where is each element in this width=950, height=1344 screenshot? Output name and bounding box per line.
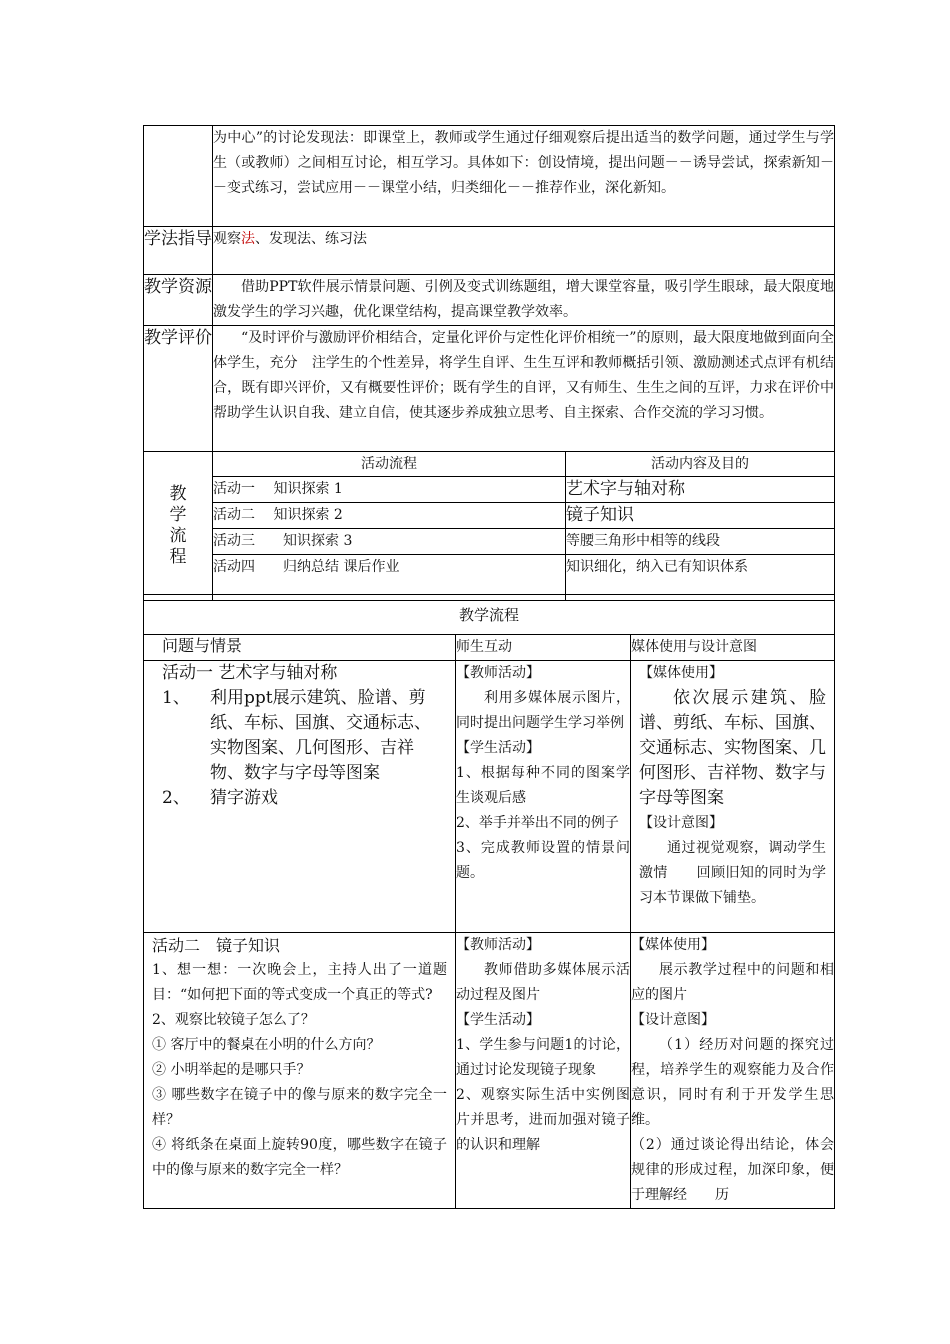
flow-content: 镜子知识 — [566, 503, 835, 529]
design-intent-tag: 【设计意图】 — [639, 815, 723, 831]
student-activity-tag: 【学生活动】 — [456, 740, 540, 756]
resources-label: 教学资源 — [144, 275, 213, 326]
flow-label: 教学流程 — [144, 452, 213, 601]
media-use-tag: 【媒体使用】 — [631, 937, 715, 953]
activity1-interaction: 【教师活动】 利用多媒体展示图片，同时提出问题学生学习举例 【学生活动】 1、根据每种不同的图案学生谈观后感 2、举手并举出不同的例子 3、完成教师设置的情景问题。 — [456, 661, 631, 933]
study-guide-text: 观察法、发现法、练习法 — [213, 227, 835, 275]
flow-col-steps: 活动流程 — [213, 452, 566, 477]
header-interaction: 师生互动 — [456, 635, 631, 661]
info-table — [143, 125, 835, 601]
flow-content: 艺术字与轴对称 — [566, 477, 835, 503]
activity1-media: 【媒体使用】 依次展示建筑、脸谱、剪纸、车标、国旗、交通标志、实物图案、几何图形、吉祥物、数字与字母等图案 【设计意图】 通过视觉观察，调动学生激情 回顾旧知的同时为学习本节课做下铺垫。 — [631, 661, 835, 933]
resources-text: 借助PPT软件展示情景问题、引例及变式训练题组，增大课堂容量，吸引学生眼球，最大限度地激发学生的学习兴趣，优化课堂结构，提高课堂教学效率。 — [213, 275, 835, 326]
flow-content: 知识细化，纳入已有知识体系 — [566, 555, 835, 601]
activity1-problem — [144, 661, 456, 933]
flow-step: 活动四 归纳总结 课后作业 — [213, 555, 566, 601]
student-activity-tag: 【学生活动】 — [456, 1012, 540, 1028]
study-guide-label: 学法指导 — [144, 227, 213, 275]
header-problem: 问题与情景 — [144, 635, 456, 661]
evaluation-label: 教学评价 — [144, 326, 213, 452]
teacher-activity-tag: 【教师活动】 — [456, 937, 540, 953]
flow-step: 活动一 知识探索 1 — [213, 477, 566, 503]
process-banner: 教学流程 — [144, 595, 835, 635]
design-intent-tag: 【设计意图】 — [631, 1012, 715, 1028]
activity2-media: 【媒体使用】 展示教学过程中的问题和相应的图片 【设计意图】 （1）经历对问题的探究过程，培养学生的观察能力及合作意识，同时有利于开发学生思维。 （2）通过谈论得出结论，体会规律的形成过程，加深印象，便于理解经 历 — [631, 933, 835, 1209]
flow-content: 等腰三角形中相等的线段 — [566, 529, 835, 555]
teacher-activity-tag: 【教师活动】 — [456, 665, 540, 681]
flow-step: 活动二 知识探索 2 — [213, 503, 566, 529]
activity1-item: 2、 猜字游戏 — [162, 788, 278, 808]
flow-step: 活动三 知识探索 3 — [213, 529, 566, 555]
media-use-tag: 【媒体使用】 — [639, 665, 723, 681]
activity2-interaction: 【教师活动】 教师借助多媒体展示活动过程及图片 【学生活动】 1、学生参与问题1的讨论，通过讨论发现镜子现象 2、观察实际生活中实例图片并思考，进而加强对镜子的认识和理解 — [456, 933, 631, 1209]
activity2-problem: 活动二 镜子知识 1、想一想：一次晚会上，主持人出了一道题目：“如何把下面的等式变成一个真正的等式? 2、观察比较镜子怎么了？ ① 客厅中的餐桌在小明的什么方向？ ② 小明举起的是哪只手？ ③ 哪些数字在镜子中的像与原来的数字完全一样？ ④ 将纸条在桌面上旋转90度，哪些数字在镜子中的像与原来的数字完全一样？ — [144, 933, 456, 1209]
method-description: 为中心”的讨论发现法：即课堂上，教师或学生通过仔细观察后提出适当的数学问题，通过学生与学生（或教师）之间相互讨论，相互学习。具体如下：创设情境，提出问题－－诱导尝试，探索新知－－变式练习，尝试应用－－课堂小结，归类细化－－推荐作业，深化新知。 — [213, 126, 835, 227]
activity1-title: 活动一 艺术字与轴对称 — [162, 663, 338, 683]
process-table — [143, 594, 835, 1209]
activity2-title: 活动二 镜子知识 — [152, 936, 281, 955]
evaluation-text: “及时评价与激励评价相结合，定量化评价与定性化评价相统一”的原则，最大限度地做到面向全体学生，充分 注学生的个性差异，将学生自评、生生互评和教师概括引领、激励测述式点评有机结合，既有即兴评价，又有概要性评价；既有学生的自评，又有师生、生生之间的互评，力求在评价中帮助学生认识自我、建立自信，使其逐步养成独立思考、自主探索、合作交流的学习习惯。 — [213, 326, 835, 452]
study-guide-red-char: 法 — [241, 231, 255, 247]
flow-col-content: 活动内容及目的 — [566, 452, 835, 477]
activity1-item: 1、 利用ppt展示建筑、脸谱、剪纸、车标、国旗、交通标志、实物图案、几何图形、吉祥物、数字与字母等图案 — [162, 688, 431, 783]
blank-cell — [144, 126, 213, 227]
header-media: 媒体使用与设计意图 — [631, 635, 835, 661]
